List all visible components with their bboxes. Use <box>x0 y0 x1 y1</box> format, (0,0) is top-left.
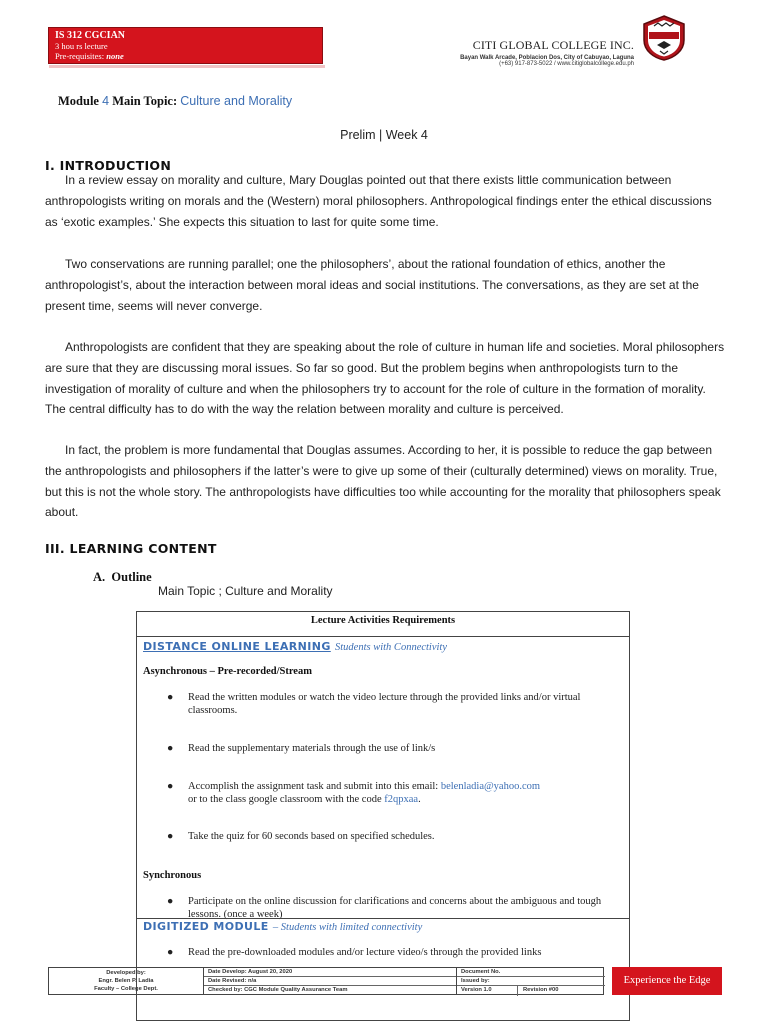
bullet-icon: ● <box>167 896 174 907</box>
footer-developer: Developed by: Engr. Belen P. Ladia Faculty – College Dept. <box>49 968 204 994</box>
lecture-activities-table <box>136 611 630 1021</box>
course-prerequisites <box>55 51 124 61</box>
list-item: ● Accomplish the assignment task and submit into this email: belenladia@yahoo.com or to the class google classroom with the code f2qpxaa. <box>167 781 541 805</box>
main-topic: Culture and Morality <box>180 94 293 108</box>
intro-paragraph-2: Two conservations are running parallel; one the philosophers’, about the rational foundation of ethics, another the anthropologist’s, about the interaction between moral ideas and social institutions. The conversations, as they are set at the present time, seems will never converge. <box>45 257 699 313</box>
footer-document-info: Document No. Issued by: Version 1.0 Revision #00 <box>457 968 605 994</box>
divider <box>137 918 629 919</box>
asynchronous-heading: Asynchronous – Pre-recorded/Stream <box>143 666 312 677</box>
dig-subtitle: – Students with limited connectivity <box>272 922 423 933</box>
list-item: ● Read the pre-downloaded modules and/or lecture video/s through the provided links <box>167 947 542 958</box>
list-item: ● Take the quiz for 60 seconds based on specified schedules. <box>167 831 435 842</box>
college-address: Bayan Walk Arcade, Poblacion Dos, City of Cabuyao, Laguna <box>460 55 634 61</box>
bullet-icon: ● <box>167 743 174 754</box>
footer-dates: Date Develop: August 20, 2020 Date Revised: n/a Checked by: CGC Module Quality Assurance Team <box>204 968 457 994</box>
college-info <box>460 38 634 67</box>
table-header: Lecture Activities Requirements <box>137 612 629 637</box>
dol-subtitle: Students with Connectivity <box>335 642 447 653</box>
list-item: ● Participate on the online discussion for clarifications and concerns about the ambiguous and tough lessons. (once a week) <box>167 896 602 920</box>
outline-heading: A. Outline <box>93 570 152 584</box>
dig-title: DIGITIZED MODULE <box>143 920 269 933</box>
course-hours: 3 hou rs lecture <box>55 41 108 51</box>
bullet-icon: ● <box>167 831 174 842</box>
dol-title: DISTANCE ONLINE LEARNING <box>143 640 331 653</box>
synchronous-heading: Synchronous <box>143 870 202 881</box>
intro-paragraph-1: In a review essay on morality and culture, Mary Douglas pointed out that there exists little communication between anthropologists writing on morals and the (Western) moral philosophers. Anthropological findings enter the ethical discussions as ‘exotic examples.’ She expects this situation to last for quite some time. <box>45 173 712 229</box>
college-name: CITI GLOBAL COLLEGE INC. <box>472 38 634 52</box>
bullet-icon: ● <box>167 692 174 703</box>
digitized-module-title <box>143 920 422 933</box>
learning-content-heading: III. LEARNING CONTENT <box>45 541 217 556</box>
main-topic-label: Main Topic: <box>112 94 178 108</box>
bullet-icon: ● <box>167 947 174 958</box>
divider <box>517 986 518 996</box>
prereq-value: none <box>106 51 124 61</box>
intro-paragraph-3: Anthropologists are confident that they are speaking about the role of culture in human life and societies. Moral philosophers are sure that they are discussing moral issues. So far so good. But the problem begins when anthropologists turn to the investigation of morality of culture and when the philosophers try to account for the role of culture in the formation of morality. The central difficulty has to do with the way the relation between morality and culture is perceived. <box>45 340 725 417</box>
tagline-badge: Experience the Edge <box>612 967 722 995</box>
intro-paragraph-4: In fact, the problem is more fundamental that Douglas assumes. According to her, it is possible to reduce the gap between the anthropologists and philosophers if the latter’s were to give up some of their (culturally determined) views on morality. True, but this is not the whole story. The anthropologists have difficulties too while accounting for the morality that philosophers speak about. <box>45 443 721 520</box>
distance-online-learning-title <box>143 640 447 653</box>
prelim-week: Prelim | Week 4 <box>340 128 428 142</box>
course-code: IS 312 CGCIAN <box>55 30 126 41</box>
document-footer <box>48 967 604 995</box>
list-item: ● Read the supplementary materials through the use of link/s <box>167 743 436 754</box>
list-item: ● Read the written modules or watch the video lecture through the provided links and/or virtual classrooms. <box>167 692 581 716</box>
module-number: 4 <box>102 94 110 108</box>
course-header-box <box>48 27 323 64</box>
college-logo-icon <box>640 14 688 62</box>
outline-main-topic: Main Topic ; Culture and Morality <box>158 584 333 598</box>
email-link[interactable]: belenladia@yahoo.com <box>440 781 541 792</box>
classroom-code: f2qpxaa <box>384 794 419 805</box>
bullet-icon: ● <box>167 781 174 792</box>
college-contact: (+63) 917-873-5022 / www.citiglobalcollege.edu.ph <box>499 61 634 67</box>
module-title <box>58 94 292 109</box>
module-label: Module <box>58 94 99 108</box>
prereq-label: Pre-requisites: <box>55 51 105 61</box>
introduction-heading: I. INTRODUCTION <box>45 158 172 173</box>
